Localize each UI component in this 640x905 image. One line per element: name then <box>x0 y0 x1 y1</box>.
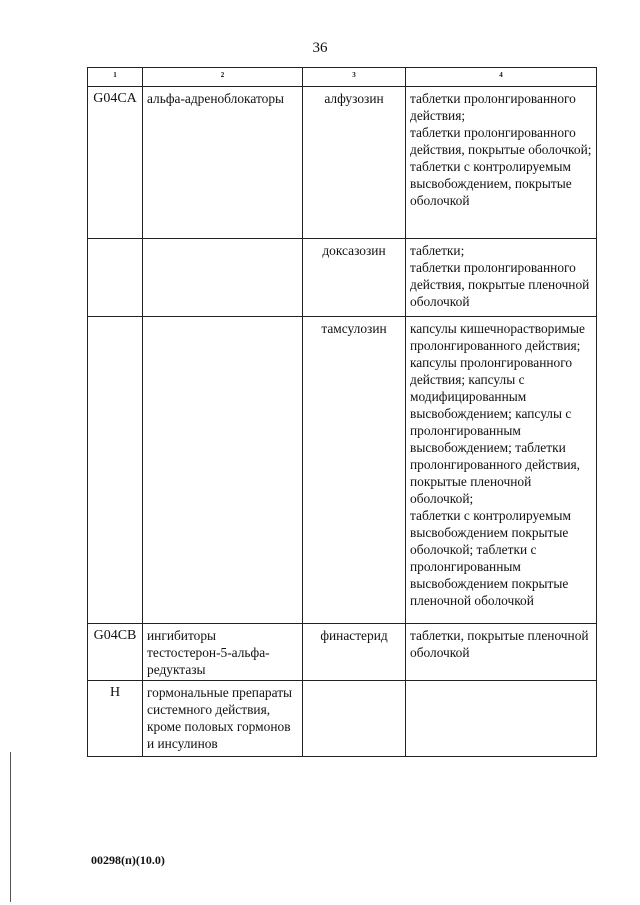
drug-name-cell <box>303 681 406 757</box>
table-header-row <box>88 68 597 87</box>
dosage-forms-cell <box>406 317 597 624</box>
drug-name-cell: доксазозин <box>303 239 406 317</box>
dosage-form-text: таблетки; <box>410 243 465 258</box>
atc-code-cell <box>88 239 143 317</box>
dosage-form-text: капсулы кишечнорастворимые пролонгированного действия; <box>410 321 585 353</box>
atc-code-cell: G04CA <box>88 87 143 239</box>
dosage-form-text: таблетки пролонгированного действия, покрытые пленочной оболочкой <box>410 260 590 309</box>
column-header-4: 4 <box>406 68 597 87</box>
group-name-cell <box>143 239 303 317</box>
page-number: 36 <box>312 40 328 56</box>
group-name-cell: гормональные препараты системного действия, кроме половых гормонов и инсулинов <box>143 681 303 757</box>
atc-code-cell: G04CB <box>88 624 143 681</box>
atc-code-cell <box>88 317 143 624</box>
dosage-forms-cell <box>406 624 597 681</box>
dosage-forms-cell <box>406 87 597 239</box>
drug-name-cell: тамсулозин <box>303 317 406 624</box>
dosage-form-text: капсулы пролонгированного действия; капсулы с модифицированным высвобождением; капсулы с пролонгированным высвобождением; таблетки пролонгированного действия, покрытые пленочной оболочкой; <box>410 355 581 506</box>
column-header-1: 1 <box>88 68 143 87</box>
group-name-cell: ингибиторы тестостерон-5-альфа-редуктазы <box>143 624 303 681</box>
dosage-forms-cell <box>406 681 597 757</box>
dosage-form-text: таблетки пролонгированного действия; <box>410 91 576 123</box>
dosage-form-text: таблетки, покрытые пленочной оболочкой <box>410 628 589 660</box>
scan-margin-line <box>10 752 11 902</box>
atc-code-cell: H <box>88 681 143 757</box>
table-row <box>88 681 597 757</box>
document-code: 00298(п)(10.0) <box>91 853 165 867</box>
table-row <box>88 624 597 681</box>
column-header-3: 3 <box>303 68 406 87</box>
drug-name-cell: алфузозин <box>303 87 406 239</box>
dosage-form-text: таблетки с контролируемым высвобождением, покрытые оболочкой <box>410 159 572 208</box>
column-header-2: 2 <box>143 68 303 87</box>
group-name-cell <box>143 317 303 624</box>
table-row <box>88 317 597 624</box>
drug-name-cell: финастерид <box>303 624 406 681</box>
dosage-forms-cell <box>406 239 597 317</box>
table-row <box>88 239 597 317</box>
dosage-form-text: таблетки с контролируемым высвобождением покрытые оболочкой; таблетки с пролонгированным высвобождением покрытые пленочной оболочкой <box>410 508 571 608</box>
dosage-form-text: таблетки пролонгированного действия, покрытые оболочкой; <box>410 125 592 157</box>
group-name-cell: альфа-адреноблокаторы <box>143 87 303 239</box>
medication-table <box>87 67 597 757</box>
table-row <box>88 87 597 239</box>
